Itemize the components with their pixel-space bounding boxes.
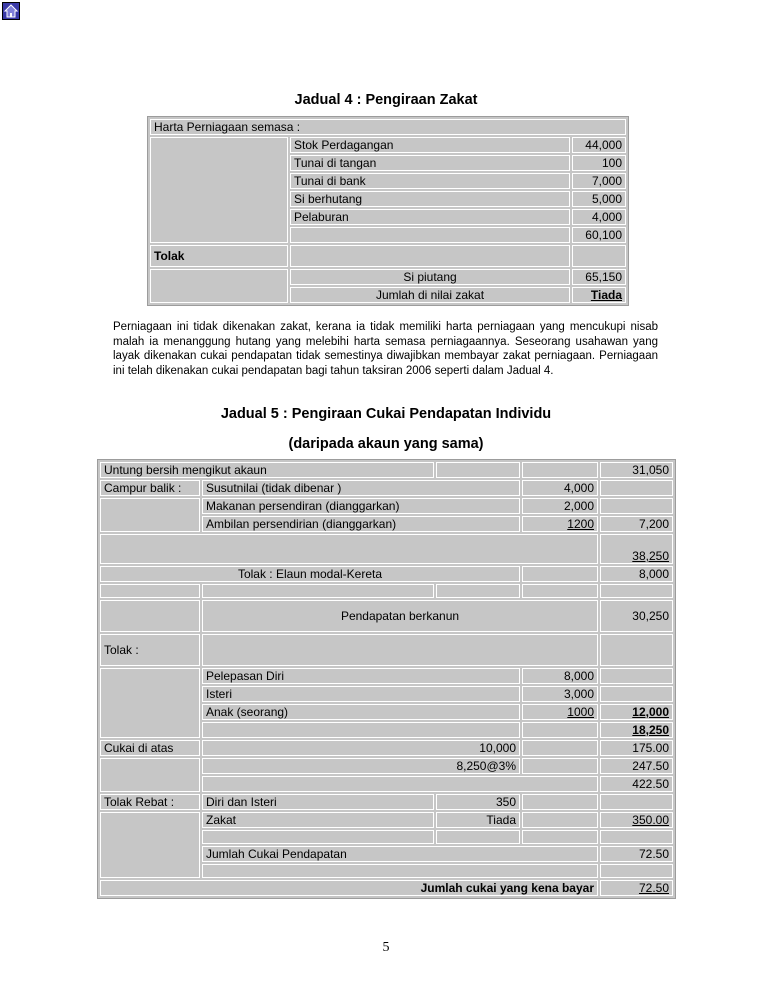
zakat-item-label: Tunai di tangan bbox=[290, 155, 570, 171]
home-icon[interactable] bbox=[2, 2, 20, 20]
cukai-band1: 10,000 bbox=[202, 740, 520, 756]
zakat-item-value: 5,000 bbox=[572, 191, 626, 207]
zakat-item-value: 100 bbox=[572, 155, 626, 171]
cukai-label: Cukai di atas bbox=[100, 740, 200, 756]
cukai-tax2: 247.50 bbox=[600, 758, 673, 774]
isteri-value: 3,000 bbox=[522, 686, 598, 702]
table-row bbox=[100, 880, 673, 896]
rebat-total: 350.00 bbox=[600, 812, 673, 828]
makanan-label: Makanan persendiran (dianggarkan) bbox=[202, 498, 520, 514]
zakat-item-value: 7,000 bbox=[572, 173, 626, 189]
berkanun-value: 30,250 bbox=[600, 600, 673, 632]
makanan-value: 2,000 bbox=[522, 498, 598, 514]
subtotal: 38,250 bbox=[600, 534, 673, 564]
rebat-diri-value: 350 bbox=[436, 794, 520, 810]
zakat-item-label: Pelaburan bbox=[290, 209, 570, 225]
table-row bbox=[150, 245, 626, 267]
table-row bbox=[100, 498, 673, 514]
table5-subtitle: (daripada akaun yang sama) bbox=[288, 436, 484, 452]
zakat-item-value: 44,000 bbox=[572, 137, 626, 153]
elaun-value: 8,000 bbox=[600, 566, 673, 582]
cukai-band2: 8,250@3% bbox=[202, 758, 520, 774]
table-row bbox=[100, 634, 673, 666]
anak-value: 1000 bbox=[522, 704, 598, 720]
pelepasan-value: 8,000 bbox=[522, 668, 598, 684]
ambilan-label: Ambilan persendirian (dianggarkan) bbox=[202, 516, 520, 532]
anak-label: Anak (seorang) bbox=[202, 704, 520, 720]
piutang-value: 65,150 bbox=[572, 269, 626, 285]
table-row bbox=[100, 812, 673, 828]
zakat-total: 60,100 bbox=[572, 227, 626, 243]
tolak-label: Tolak : bbox=[100, 634, 200, 666]
zakat-item-label: Stok Perdagangan bbox=[290, 137, 570, 153]
body-paragraph: Perniagaan ini tidak dikenakan zakat, kerana ia tidak memiliki harta perniagaan yang mencukupi nisab malah ia menanggung hutang yang melebihi harta semasa perniagaannya. Seseorang usahawan yang layak dikenakan cukai pendapatan tidak semestinya diwajibkan membayar zakat perniagaan. Perniagaan ini telah dikenakan cukai pendapatan bagi tahun taksiran 2006 seperti dalam Jadual 4. bbox=[113, 321, 658, 377]
susut-label: Susutnilai (tidak dibenar ) bbox=[202, 480, 520, 496]
jumlah-zakat-label: Jumlah di nilai zakat bbox=[290, 287, 570, 303]
cukai-total: 422.50 bbox=[600, 776, 673, 792]
kena-bayar-value: 72.50 bbox=[600, 880, 673, 896]
zakat-item-label: Tunai di bank bbox=[290, 173, 570, 189]
table-row bbox=[100, 480, 673, 496]
chargeable-income: 18,250 bbox=[600, 722, 673, 738]
isteri-label: Isteri bbox=[202, 686, 520, 702]
table-row bbox=[100, 462, 673, 478]
table-row bbox=[100, 600, 673, 632]
table-row bbox=[100, 534, 673, 564]
table5-title: Jadual 5 : Pengiraan Cukai Pendapatan Individu bbox=[220, 406, 552, 422]
ambilan-value: 1200 bbox=[522, 516, 598, 532]
jumlah-zakat-value: Tiada bbox=[572, 287, 626, 303]
susut-value: 4,000 bbox=[522, 480, 598, 496]
jumlah-cukai-label: Jumlah Cukai Pendapatan bbox=[202, 846, 598, 862]
jumlah-cukai-value: 72.50 bbox=[600, 846, 673, 862]
relief-total: 12,000 bbox=[600, 704, 673, 720]
elaun-label: Tolak : Elaun modal-Kereta bbox=[100, 566, 520, 582]
zakat-item-label: Si berhutang bbox=[290, 191, 570, 207]
zakat-rebat-label: Zakat bbox=[202, 812, 434, 828]
berkanun-label: Pendapatan berkanun bbox=[202, 600, 598, 632]
table-row bbox=[100, 668, 673, 684]
table-row bbox=[100, 758, 673, 774]
campur-label: Campur balik : bbox=[100, 480, 200, 496]
table-row bbox=[100, 740, 673, 756]
page-number: 5 bbox=[382, 940, 390, 955]
table-row bbox=[100, 566, 673, 582]
zakat-table bbox=[147, 116, 629, 306]
zakat-header: Harta Perniagaan semasa : bbox=[150, 119, 626, 135]
zakat-rebat-value: Tiada bbox=[436, 812, 520, 828]
table-row bbox=[150, 137, 626, 153]
zakat-tolak-label: Tolak bbox=[150, 245, 288, 267]
campur-total: 7,200 bbox=[600, 516, 673, 532]
rebat-diri-label: Diri dan Isteri bbox=[202, 794, 434, 810]
table-row bbox=[100, 584, 673, 598]
table4-title: Jadual 4 : Pengiraan Zakat bbox=[294, 92, 478, 108]
untung-value: 31,050 bbox=[600, 462, 673, 478]
piutang-label: Si piutang bbox=[290, 269, 570, 285]
untung-label: Untung bersih mengikut akaun bbox=[100, 462, 434, 478]
table-row bbox=[100, 794, 673, 810]
pelepasan-label: Pelepasan Diri bbox=[202, 668, 520, 684]
rebat-label: Tolak Rebat : bbox=[100, 794, 200, 810]
income-tax-table bbox=[97, 459, 676, 899]
cukai-tax1: 175.00 bbox=[600, 740, 673, 756]
kena-bayar-label: Jumlah cukai yang kena bayar bbox=[100, 880, 598, 896]
zakat-item-value: 4,000 bbox=[572, 209, 626, 225]
table-row bbox=[150, 269, 626, 285]
